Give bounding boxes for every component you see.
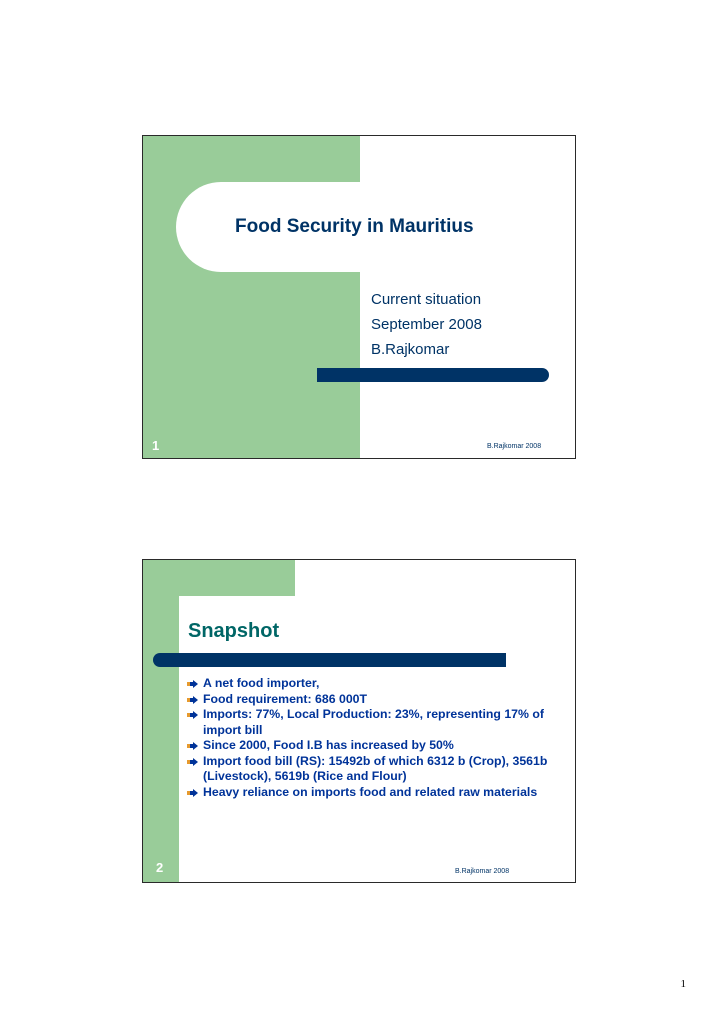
list-item <box>187 754 572 785</box>
subtitle-line: B.Rajkomar <box>371 341 450 358</box>
bullet-text: Imports: 77%, Local Production: 23%, representing 17% of import bill <box>203 707 544 737</box>
subtitle-line: September 2008 <box>371 316 482 333</box>
bullet-text: Heavy reliance on imports food and related raw materials <box>203 784 538 799</box>
accent-bar <box>153 653 506 667</box>
slide-title: Food Security in Mauritius <box>235 216 474 237</box>
bullet-text: Import food bill (RS): 15492b of which 6312 b (Crop), 3561b (Livestock), 5619b (Rice and Flour) <box>203 753 548 783</box>
slide-title: Snapshot <box>188 620 280 642</box>
slide-number: 1 <box>152 438 160 453</box>
list-item <box>187 738 572 754</box>
list-item <box>187 707 572 738</box>
slide-2 <box>142 559 576 883</box>
bullet-text: Since 2000, Food I.B has increased by 50% <box>203 738 454 752</box>
list-item <box>187 785 572 801</box>
arrow-bullet-icon <box>187 680 198 688</box>
list-item <box>187 676 572 692</box>
green-panel-left <box>143 560 179 882</box>
green-panel-top <box>143 560 295 596</box>
slide-1 <box>142 135 576 459</box>
arrow-bullet-icon <box>187 711 198 719</box>
slide-footer: B.Rajkomar 2008 <box>455 868 510 875</box>
subtitle-line: Current situation <box>371 291 482 308</box>
arrow-bullet-icon <box>187 758 198 766</box>
bullet-list <box>187 676 572 800</box>
arrow-bullet-icon <box>187 742 198 750</box>
bullet-text: A net food importer, <box>203 676 320 690</box>
slide-footer: B.Rajkomar 2008 <box>487 443 542 450</box>
accent-bar <box>317 368 549 382</box>
bullet-text: Food requirement: 686 000T <box>203 691 368 706</box>
arrow-bullet-icon <box>187 696 198 704</box>
list-item <box>187 692 572 708</box>
arrow-bullet-icon <box>187 789 198 797</box>
slide-number: 2 <box>156 860 164 875</box>
page-number: 1 <box>680 978 686 990</box>
